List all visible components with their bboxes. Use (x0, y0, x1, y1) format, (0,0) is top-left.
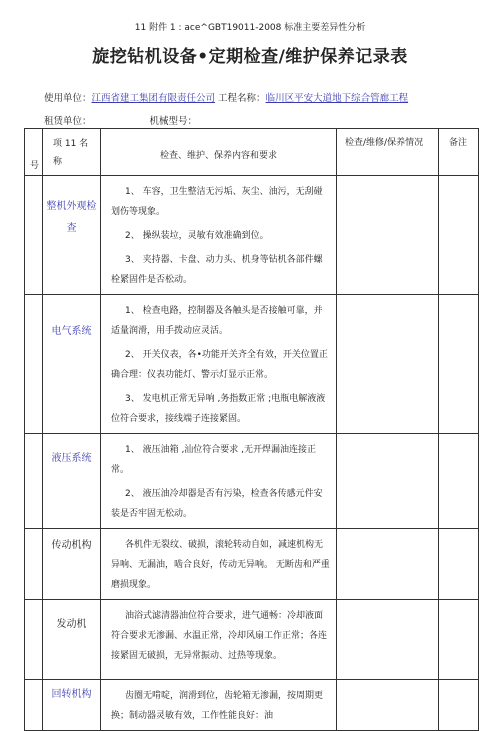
category-cell: 回转机构 (43, 680, 101, 731)
content-item: 3、 发电机正常无异响 ,务指数正常 ;电瓶电解液液位符合要求，接线端子连接紧固。 (111, 394, 326, 424)
model-label: 机械型号： (149, 116, 198, 127)
project-value: 临川区平安大道地下综合管廊工程 (265, 93, 409, 104)
note-cell[interactable] (439, 176, 479, 295)
header-item: 项 11 名称 (43, 129, 101, 176)
content-item: 2、 操纵装垃，灵敏有效准确到位。 (125, 231, 269, 241)
note-cell[interactable] (439, 529, 479, 600)
row-no-cell (25, 600, 43, 680)
note-cell[interactable] (439, 600, 479, 680)
content-cell (101, 600, 337, 680)
content-item: 油浴式滤清器油位符合要求，进气通畅：冷却液面符合要求无渗漏、水温正常，冷却风扇工作正常；各连接紧固无破损，无异常振动、过热等现象。 (111, 611, 328, 661)
status-cell[interactable] (337, 680, 439, 731)
document-title: 旋挖钻机设备•定期检查/维护保养记录表 (92, 47, 408, 67)
status-cell[interactable] (337, 176, 439, 295)
table-row (25, 295, 479, 434)
status-cell[interactable] (337, 295, 439, 434)
category-cell: 整机外观检查 (43, 176, 101, 295)
content-item: 2、 开关仪表，各•功能开关齐全有效，开关位置正确合理：仪表功能灯、警示灯显示正常。 (111, 350, 328, 380)
status-cell[interactable] (337, 434, 439, 529)
content-cell (101, 434, 337, 529)
content-cell (101, 295, 337, 434)
lessor-label: 租赁单位： (44, 116, 92, 127)
header-status: 检查/维修/保养情况 (337, 129, 439, 176)
header-no: 号 (25, 129, 43, 176)
category-cell: 液压系统 (43, 434, 101, 529)
content-item: 2、 液压油冷却器是否有污染，检查各传感元件安装是否牢固无松动。 (111, 489, 323, 519)
user-unit-value: 江西省建工集团有限责任公司 (91, 93, 216, 104)
content-item: 3、 夹持器、卡盘、动力头、机身等钻机各部件螺栓紧固件是否松动。 (111, 255, 323, 285)
header-content: 检查、维护、保养内容和要求 (101, 129, 337, 176)
table-row (25, 600, 479, 680)
meta-line-unit-project (44, 90, 408, 104)
row-no-cell (25, 295, 43, 434)
content-item: 各机件无裂纹、破损，滚轮转动自如，减速机构无异响、无漏油，啮合良好，传动无异响。 无断齿和严重磨损现象。 (111, 540, 330, 590)
status-cell[interactable] (337, 529, 439, 600)
content-item: 1、 车容，卫生整洁无污垢、灰尘、油污，无刮碰划伤等现象。 (111, 187, 323, 217)
note-cell[interactable] (439, 295, 479, 434)
row-no-cell (25, 680, 43, 731)
content-cell (101, 529, 337, 600)
status-cell[interactable] (337, 600, 439, 680)
table-row (25, 529, 479, 600)
header-note-col: 备注 (439, 129, 479, 176)
table-row (25, 680, 479, 731)
note-cell[interactable] (439, 680, 479, 731)
row-no-cell (25, 529, 43, 600)
category-cell: 电气系统 (43, 295, 101, 434)
meta-line-lessor-model (44, 113, 197, 127)
note-cell[interactable] (439, 434, 479, 529)
table-row (25, 176, 479, 295)
category-cell: 发动机 (43, 600, 101, 680)
content-item: 1、 液压油箱 ,汕位符合要求 ,无开焊漏油连接正常。 (111, 445, 317, 475)
row-no-cell (25, 434, 43, 529)
content-item: 齿圈无啃啶，润滑到位，齿轮箱无渗漏，按周期更换；制动器灵敏有效，工作性能良好：油 (111, 691, 324, 721)
content-item: 1、 检查电路，控制器及各触头是否接触可靠，并适量润滑，用手拨动应灵活。 (111, 306, 323, 336)
row-no-cell (25, 176, 43, 295)
table-header-row (25, 129, 479, 176)
table-row (25, 434, 479, 529)
project-label: 工程名称： (215, 93, 266, 104)
content-cell (101, 176, 337, 295)
content-cell (101, 680, 337, 731)
user-unit-label: 使用单位： (44, 93, 92, 104)
category-cell: 传动机构 (43, 529, 101, 600)
header-note: 11 附件 1 : ace^GBT19011-2008 标准主要差异性分析 (134, 23, 366, 33)
maintenance-record-table (24, 128, 479, 731)
